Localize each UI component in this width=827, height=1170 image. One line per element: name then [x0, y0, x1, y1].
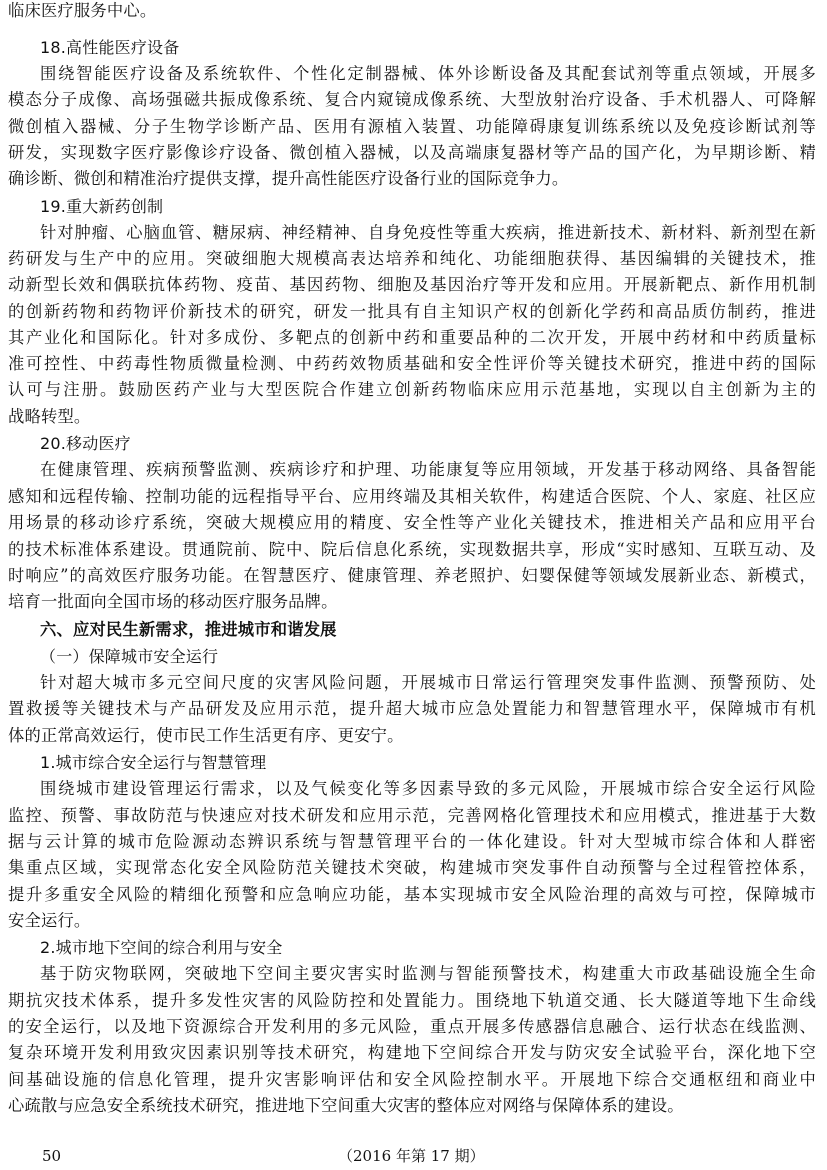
text-line: 药研发与生产中的应用。突破细胞大规模高表达培养和纯化、功能细胞获得、基因编辑的关键技术，推: [8, 249, 816, 268]
text-line: 间基础设施的信息化管理，提升灾害影响评估和安全风险控制水平。开展地下综合交通枢纽和商业中: [8, 1070, 816, 1089]
text-line: 监控、预警、事故防范与快速应对技术研发和应用示范，完善网格化管理技术和应用模式，推进基于大数: [8, 806, 816, 825]
text-line: 在健康管理、疾病预警监测、疾病诊疗和护理、功能康复等应用领域，开发基于移动网络、具备智能: [40, 460, 816, 479]
text-line: 安全运行。: [8, 911, 91, 930]
text-line: 体的正常高效运行，使市民工作生活更有序、更安宁。: [8, 726, 404, 745]
text-line: 战略转型。: [8, 407, 91, 426]
text-line: 置救援等关键技术与产品研发及应用示范，提升超大城市应急处置能力和智慧管理水平，保障城市有机: [8, 699, 816, 718]
text-line: 提升多重安全风险的精细化预警和应急响应功能，基本实现城市安全风险治理的高效与可控，保障城市: [8, 885, 816, 904]
text-line: 模态分子成像、高场强磁共振成像系统、复合内窥镜成像系统、大型放射治疗设备、手术机器人、可降解: [8, 90, 816, 109]
page-number: 50: [42, 1147, 62, 1165]
text-line: 微创植入器械、分子生物学诊断产品、医用有源植入装置、功能障碍康复训练系统以及免疫诊断试剂等: [8, 117, 816, 136]
section-heading: 20.移动医疗: [40, 434, 131, 453]
text-line: 基于防灾物联网，突破地下空间主要灾害实时监测与智能预警技术，构建重大市政基础设施全生命: [40, 964, 816, 983]
issue-label: （2016 年第 17 期）: [338, 1147, 485, 1165]
section-heading: 1.城市综合安全运行与智慧管理: [40, 753, 267, 772]
text-line: 用场景的移动诊疗系统，突破大规模应用的精度、安全性等产业化关键技术，推进相关产品和应用平台: [8, 513, 816, 532]
text-line: 据与云计算的城市危险源动态辨识系统与智慧管理平台的一体化建设。针对大型城市综合体和人群密: [8, 832, 816, 851]
text-line: 临床医疗服务中心。: [8, 1, 157, 20]
text-line: 的技术标准体系建设。贯通院前、院中、院后信息化系统，实现数据共享，形成“实时感知、互联互动、及: [8, 540, 816, 559]
text-line: 研发，实现数字医疗影像诊疗设备、微创植入器械，以及高端康复器材等产品的国产化，为早期诊断、精: [8, 143, 816, 162]
text-line: 的安全运行，以及地下资源综合开发利用的多元风险，重点开展多传感器信息融合、运行状态在线监测、: [8, 1017, 816, 1036]
text-line: 感知和远程传输、控制功能的远程指导平台、应用终端及其相关软件，构建适合医院、个人、家庭、社区应: [8, 487, 816, 506]
section-heading: 19.重大新药创制: [40, 197, 164, 216]
text-line: 准可控性、中药毒性物质微量检测、中药药效物质基础和安全性评价等关键技术研究，推进中药的国际: [8, 354, 816, 373]
section-heading: 18.高性能医疗设备: [40, 38, 180, 57]
text-line: 的创新药物和药物评价新技术的研究，研发一批具有自主知识产权的创新化学药和高品质仿制药，推进: [8, 302, 816, 321]
text-line: 期抗灾技术体系，提升多发性灾害的风险防控和处置能力。围绕地下轨道交通、长大隧道等地下生命线: [8, 991, 816, 1010]
text-line: 培育一批面向全国市场的移动医疗服务品牌。: [8, 592, 338, 611]
text-line: 心疏散与应急安全系统技术研究，推进地下空间重大灾害的整体应对网络与保障体系的建设。: [8, 1096, 684, 1115]
text-line: 确诊断、微创和精准治疗提供支撑，提升高性能医疗设备行业的国际竞争力。: [8, 169, 569, 188]
subsection-heading: （一）保障城市安全运行: [40, 647, 219, 666]
text-line: 时响应”的高效医疗服务功能。在智慧医疗、健康管理、养老照护、妇婴保健等领域发展新业态、新模式，: [8, 566, 816, 585]
text-line: 针对肿瘤、心脑血管、糖尿病、神经精神、自身免疫性等重大疾病，推进新技术、新材料、新剂型在新: [40, 223, 816, 242]
text-line: 围绕城市建设管理运行需求，以及气候变化等多因素导致的多元风险，开展城市综合安全运行风险: [40, 779, 816, 798]
chapter-heading: 六、应对民生新需求，推进城市和谐发展: [40, 620, 337, 639]
text-line: 动新型长效和偶联抗体药物、疫苗、基因药物、细胞及基因治疗等开发和应用。开展新靶点、新作用机制: [8, 275, 816, 294]
section-heading: 2.城市地下空间的综合利用与安全: [40, 938, 283, 957]
text-line: 针对超大城市多元空间尺度的灾害风险问题，开展城市日常运行管理突发事件监测、预警预防、处: [40, 673, 816, 692]
text-line: 复杂环境开发利用致灾因素识别等技术研究，构建地下空间综合开发与防灾安全试验平台，深化地下空: [8, 1043, 816, 1062]
text-line: 认可与注册。鼓励医药产业与大型医院合作建立创新药物临床应用示范基地，实现以自主创新为主的: [8, 380, 816, 399]
text-line: 集重点区域，实现常态化安全风险防范关键技术突破，构建城市突发事件自动预警与全过程管控体系，: [8, 858, 816, 877]
text-line: 其产业化和国际化。针对多成份、多靶点的创新中药和重要品种的二次开发，开展中药材和中药质量标: [8, 328, 816, 347]
text-line: 围绕智能医疗设备及系统软件、个性化定制器械、体外诊断设备及其配套试剂等重点领域，开展多: [40, 64, 816, 83]
